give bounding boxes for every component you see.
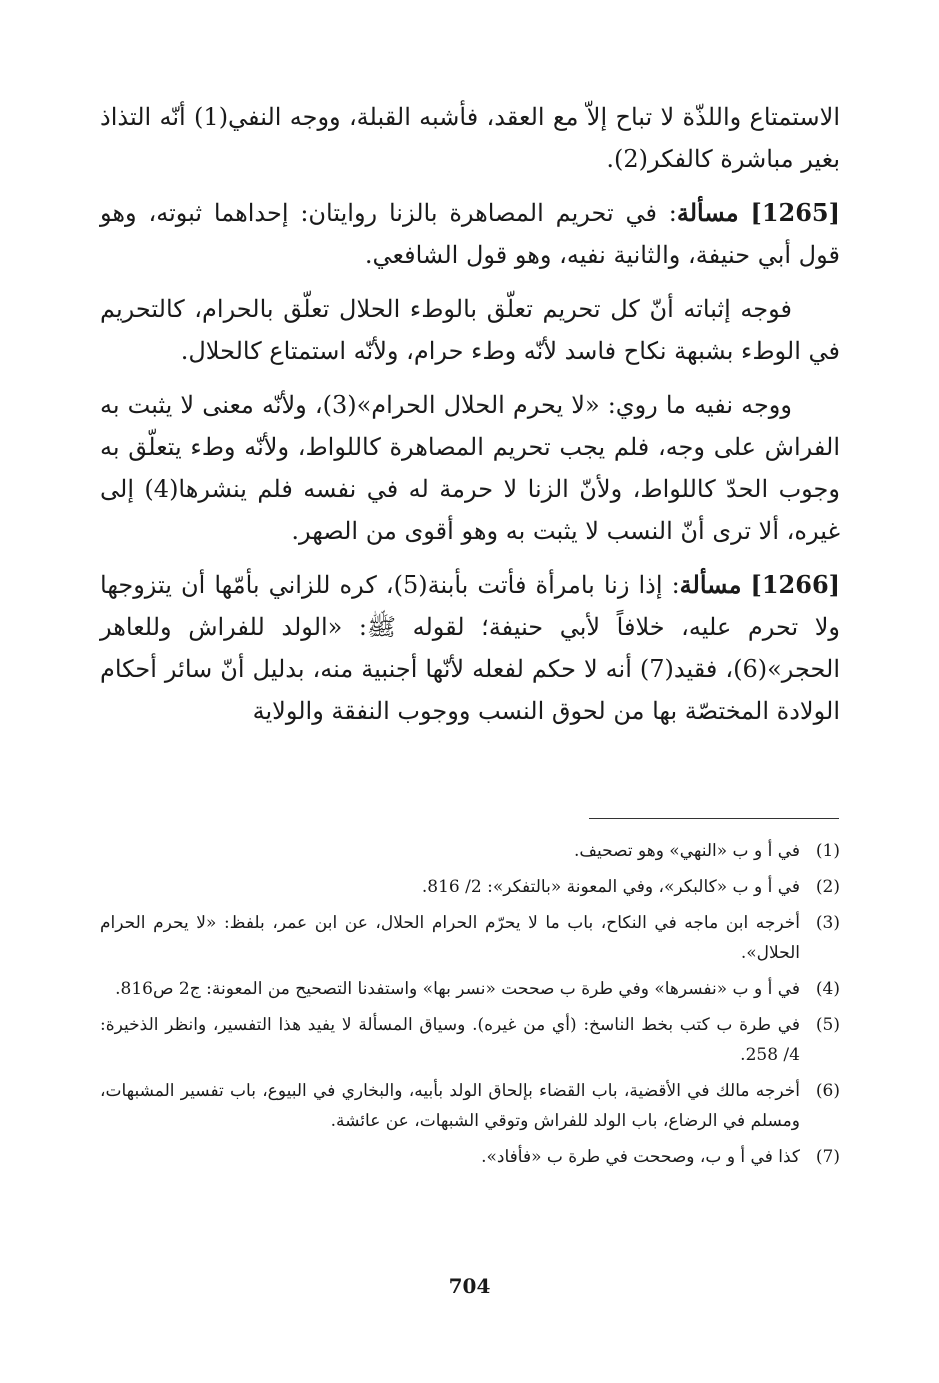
footnote-text: في أ و ب «كالبكر»، وفي المعونة «بالتفكر»: 2/ 816.: [421, 877, 800, 897]
footnote-text: أخرجه ابن ماجه في النكاح، باب ما لا يحرّم الحرام الحلال، عن ابن عمر، بلفظ: «لا يحرم الحرام الحلال».: [100, 913, 800, 963]
footnote-text: في أ و ب «نفسرها» وفي طرة ب صححت «نسر بها» واستفدنا التصحيح من المعونة: ج2 ص816.: [115, 979, 800, 999]
footnote-text: في طرة ب كتب بخط الناسخ: (أي من غيره). وسياق المسألة لا يفيد هذا التفسير، وانظر الذخيرة: 4/ 258.: [100, 1015, 800, 1065]
footnote-item: [100, 1010, 840, 1070]
footnote-item: [100, 974, 840, 1004]
issue-text: : في تحريم المصاهرة بالزنا روايتان: إحداهما ثبوته، وهو قول أبي حنيفة، والثانية نفيه، وهو قول الشافعي.: [100, 199, 840, 269]
paragraph-3: فوجه إثباته أنّ كل تحريم تعلّق بالوطء الحلال تعلّق بالحرام، كالتحريم في الوطء بشبهة نكاح فاسد لأنّه وطء حرام، ولأنّه استمتاع كالحلال.: [100, 295, 840, 365]
main-text: [100, 96, 840, 732]
footnote-number: (4): [815, 979, 840, 999]
footnotes: [100, 836, 840, 1178]
footnote-item: [100, 1076, 840, 1136]
page-body: [100, 96, 840, 744]
footnote-text: في أ و ب «النهي» وهو تصحيف.: [573, 841, 800, 861]
paragraph-issue-1265: [100, 192, 840, 276]
issue-label: مسألة: [676, 198, 739, 227]
footnote-number: (5): [815, 1015, 840, 1035]
footnote-number: (3): [815, 913, 840, 933]
issue-text: : إذا زنا بامرأة فأتت بأبنة(5)، كره للزاني بأمّها أن يتزوجها ولا تحرم عليه، خلافاً لأبي حنيفة؛ لقوله ﷺ: «الولد للفراش وللعاهر الحجر»(6)، فقيد(7) أنه لا حكم لفعله لأنّها أجنبية منه، بدليل أنّ سائر أحكام الولادة المختصّة بها من لحوق النسب ووجوب النفقة والولاية: [100, 571, 840, 725]
footnote-number: (7): [815, 1147, 840, 1167]
issue-number: [1266]: [750, 570, 841, 599]
footnote-number: (6): [815, 1081, 840, 1101]
paragraph-4: ووجه نفيه ما روي: «لا يحرم الحلال الحرام»(3)، ولأنّه معنى لا يثبت به الفراش على وجه، فلم يجب تحريم المصاهرة كاللواط، ولأنّه وطء يتعلّق به وجوب الحدّ كاللواط، ولأنّ الزنا لا حرمة له في نفسه فلم ينشرها(4) إلى غيره، ألا ترى أنّ النسب لا يثبت به وهو أقوى من الصهر.: [100, 391, 840, 545]
footnote-text: أخرجه مالك في الأقضية، باب القضاء بإلحاق الولد بأبيه، والبخاري في البيوع، باب تفسير المشبهات، ومسلم في الرضاع، باب الولد للفراش وتوقي الشبهات، عن عائشة.: [100, 1081, 800, 1131]
footnote-item: [100, 872, 840, 902]
footnote-divider: [589, 818, 839, 819]
issue-number: [1265]: [750, 198, 840, 227]
footnote-item: [100, 836, 840, 866]
paragraph-issue-1266: [100, 564, 840, 732]
footnote-text: كذا في أ و ب، وصححت في طرة ب «فأفاد».: [481, 1147, 800, 1167]
issue-label: مسألة: [679, 570, 742, 599]
footnote-item: [100, 1142, 840, 1172]
page-number: 704: [448, 1274, 491, 1298]
footnote-number: (1): [815, 841, 840, 861]
paragraph-1: الاستمتاع واللذّة لا تباح إلاّ مع العقد، فأشبه القبلة، ووجه النفي(1) أنّه التذاذ بغير مباشرة كالفكر(2).: [100, 103, 841, 173]
footnote-item: [100, 908, 840, 968]
footnote-number: (2): [815, 877, 840, 897]
